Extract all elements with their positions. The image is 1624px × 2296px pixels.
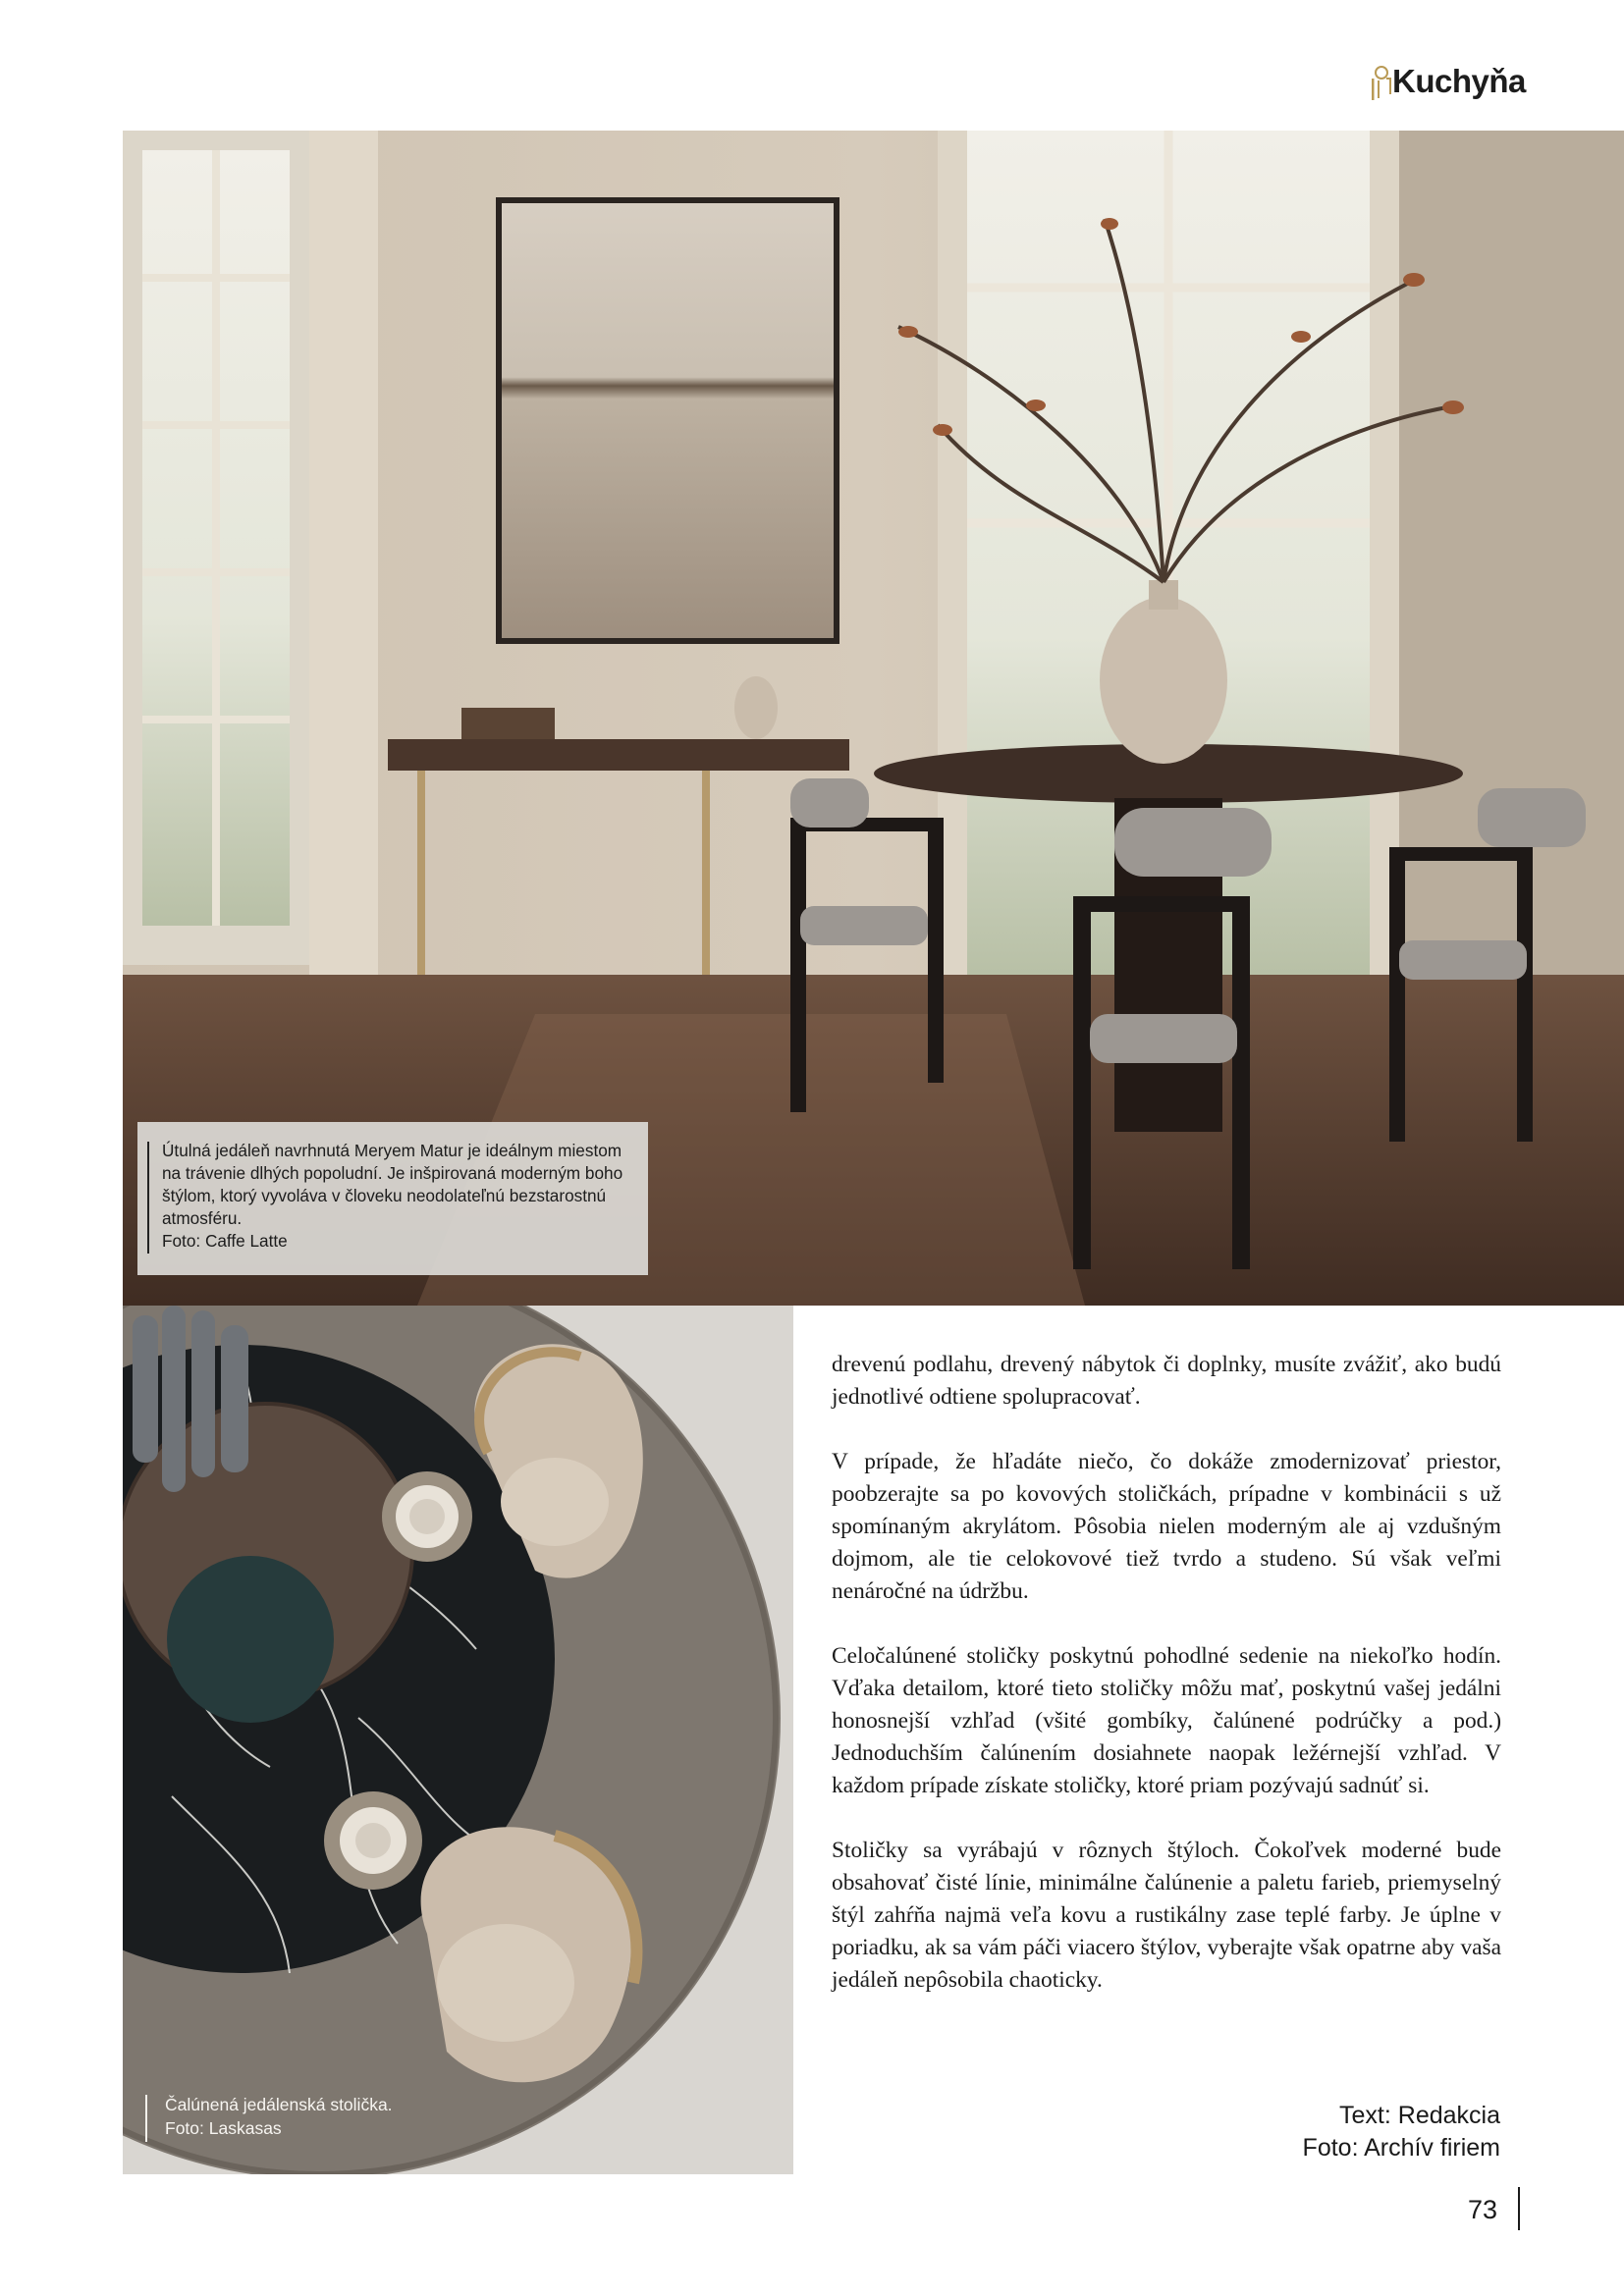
- paragraph: V prípade, že hľadáte niečo, čo dokáže zmodernizovať priestor, poobzerajte sa po kovových stoličkách, prípadne v kombinácii s už spomínaným akrylátom. Pôsobia nielen moderným ale aj vzdušným dojmom, ale tie celokovové tiež tvrdo a studeno. Sú však veľmi nenáročné na údržbu.: [832, 1449, 1501, 1604]
- logo-text: Kuchyňa: [1392, 63, 1526, 99]
- article-credits: [1108, 2100, 1500, 2164]
- magazine-logo: [1367, 57, 1524, 106]
- paragraph: Celočalúnené stoličky poskytnú pohodlné sedenie na niekoľko hodín. Vďaka detailom, ktoré tieto stoličky môžu mať, poskytnú vašej jedálni honosnejší vzhľad (všité gombíky, čalúnené podrúčky a pod.) Jednoduchším čalúnením dosiahnete naopak ležérnejší vzhľad. V každom prípade získate stoličky, ktoré priam pozývajú sadnúť si.: [832, 1643, 1501, 1798]
- caption-rule: [147, 1142, 149, 1254]
- text-credit: Text: Redakcia: [1339, 2102, 1500, 2129]
- bottom-caption-text: Čalúnená jedálenská stolička.: [165, 2095, 393, 2114]
- top-photo-caption: [137, 1122, 648, 1275]
- top-caption-text: Útulná jedáleň navrhnutá Meryem Matur je ideálnym miestom na trávenie dlhých popoludní. Je inšpirovaná moderným boho štýlom, ktorý vyvoláva v človeku neodolateľnú bezstarostnú atmosféru.: [162, 1141, 623, 1228]
- bottom-caption-credit: Foto: Laskasas: [165, 2118, 282, 2138]
- paragraph: Stoličky sa vyrábajú v rôznych štýloch. Čokoľvek moderné bude obsahovať čisté línie, minimálne čalúnenie a paletu farieb, priemyselný štýl zahŕňa najmä veľa kovu a rustikálny zase teplé farby. Je úplne v poriadku, ak sa vám páči viacero štýlov, vyberajte však opatrne aby vaša jedáleň nepôsobila chaoticky.: [832, 1838, 1501, 1993]
- page-number-rule: [1518, 2187, 1520, 2230]
- photo-credit: Foto: Archív firiem: [1302, 2134, 1500, 2162]
- top-caption-credit: Foto: Caffe Latte: [162, 1231, 288, 1251]
- article-body: [832, 1349, 1501, 2029]
- caption-rule: [145, 2095, 147, 2142]
- page-number: 73: [1467, 2195, 1497, 2224]
- paragraph: drevenú podlahu, drevený nábytok či doplnky, musíte zvážiť, ako budú jednotlivé odtiene spolupracovať.: [832, 1352, 1501, 1410]
- bottom-photo-caption: [145, 2093, 460, 2144]
- upholstered-chair-photo: [123, 1306, 793, 2174]
